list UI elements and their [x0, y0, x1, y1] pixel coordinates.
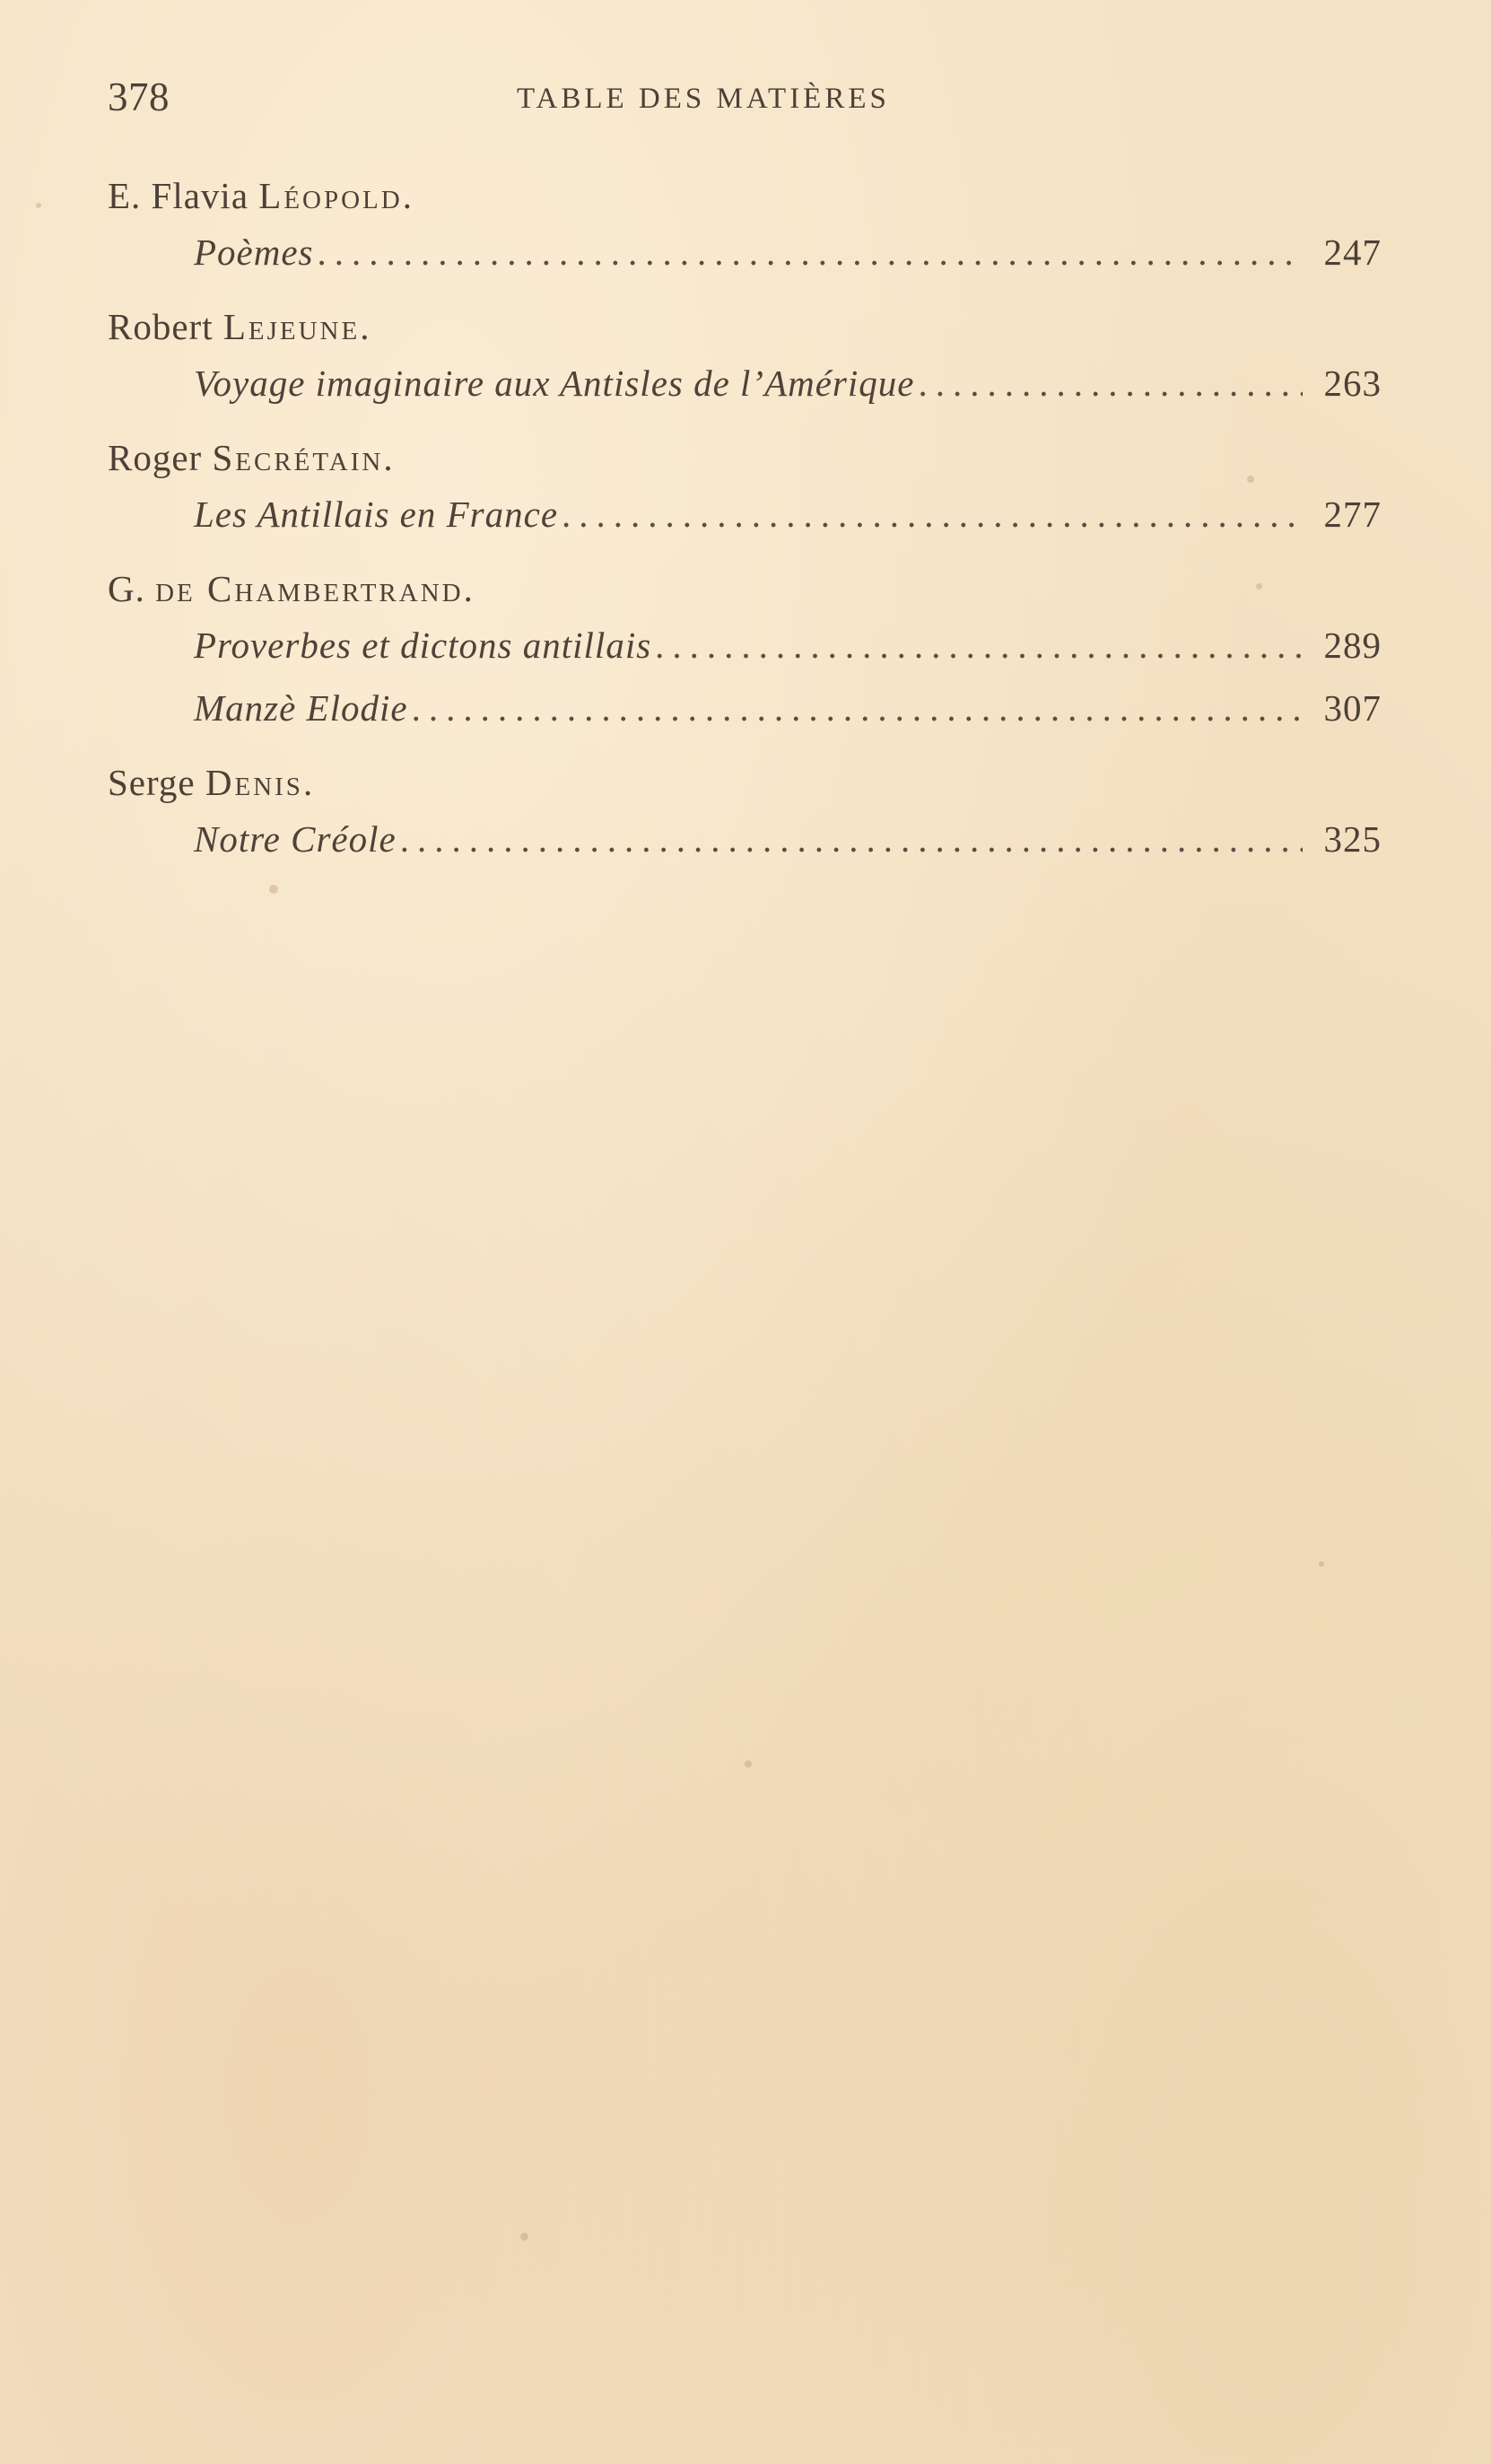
toc-work [194, 808, 1382, 870]
author-last-name: de Chambertrand [155, 568, 464, 609]
running-title: TABLE DES MATIÈRES [517, 83, 890, 115]
toc-work [194, 483, 1382, 546]
paper-speck [1247, 476, 1254, 483]
dot-leader [314, 221, 1303, 284]
work-title: Notre Créole [194, 818, 397, 860]
toc-entry [108, 564, 1382, 739]
author-first-name: Roger [108, 437, 213, 478]
toc-entry [108, 301, 1382, 415]
work-title: Manzè Elodie [194, 687, 408, 729]
toc-work [194, 614, 1382, 677]
dot-leader [651, 614, 1303, 677]
toc-entry [108, 757, 1382, 870]
dot-leader [914, 352, 1303, 415]
author-end: . [383, 437, 394, 478]
author-first-name: Robert [108, 306, 223, 347]
page-number: 378 [108, 74, 170, 119]
work-title: Poèmes [194, 232, 314, 273]
toc-author [108, 301, 1382, 352]
toc-work [194, 221, 1382, 284]
toc-author [108, 757, 1382, 808]
dot-leader [408, 677, 1303, 739]
paper-speck [36, 203, 41, 208]
work-title: Les Antillais en France [194, 494, 559, 535]
author-end: . [402, 175, 413, 216]
author-last-name: Denis [205, 762, 303, 803]
work-page-number: 277 [1323, 494, 1382, 535]
paper-speck [1319, 1561, 1324, 1567]
work-page-number: 263 [1323, 363, 1382, 404]
paper-speck [269, 885, 278, 894]
author-end: . [302, 762, 314, 803]
toc-author [108, 564, 1382, 614]
author-first-name: E. Flavia [108, 175, 259, 216]
work-page-number: 307 [1323, 687, 1382, 729]
toc-author [108, 170, 1382, 221]
work-page-number: 325 [1323, 818, 1382, 860]
toc-work [194, 677, 1382, 739]
page-header [108, 74, 1373, 127]
author-last-name: Secrétain [212, 437, 384, 478]
toc-entry [108, 170, 1382, 284]
author-first-name: G. [108, 568, 156, 609]
paper-speck [1256, 583, 1262, 590]
work-page-number: 247 [1323, 232, 1382, 273]
work-title: Voyage imaginaire aux Antisles de l’Amérique [194, 363, 915, 404]
toc-work [194, 352, 1382, 415]
toc-entry [108, 433, 1382, 546]
dot-leader [397, 808, 1303, 870]
work-page-number: 289 [1323, 625, 1382, 666]
author-first-name: Serge [108, 762, 205, 803]
author-last-name: Léopold [258, 175, 403, 216]
table-of-contents [108, 170, 1382, 888]
dot-leader [558, 483, 1303, 546]
work-title: Proverbes et dictons antillais [194, 625, 652, 666]
paper-speck [520, 2232, 528, 2241]
author-end: . [360, 306, 371, 347]
toc-author [108, 433, 1382, 483]
paper-speck [745, 1761, 752, 1768]
author-last-name: Lejeune [222, 306, 361, 347]
author-end: . [463, 568, 474, 609]
